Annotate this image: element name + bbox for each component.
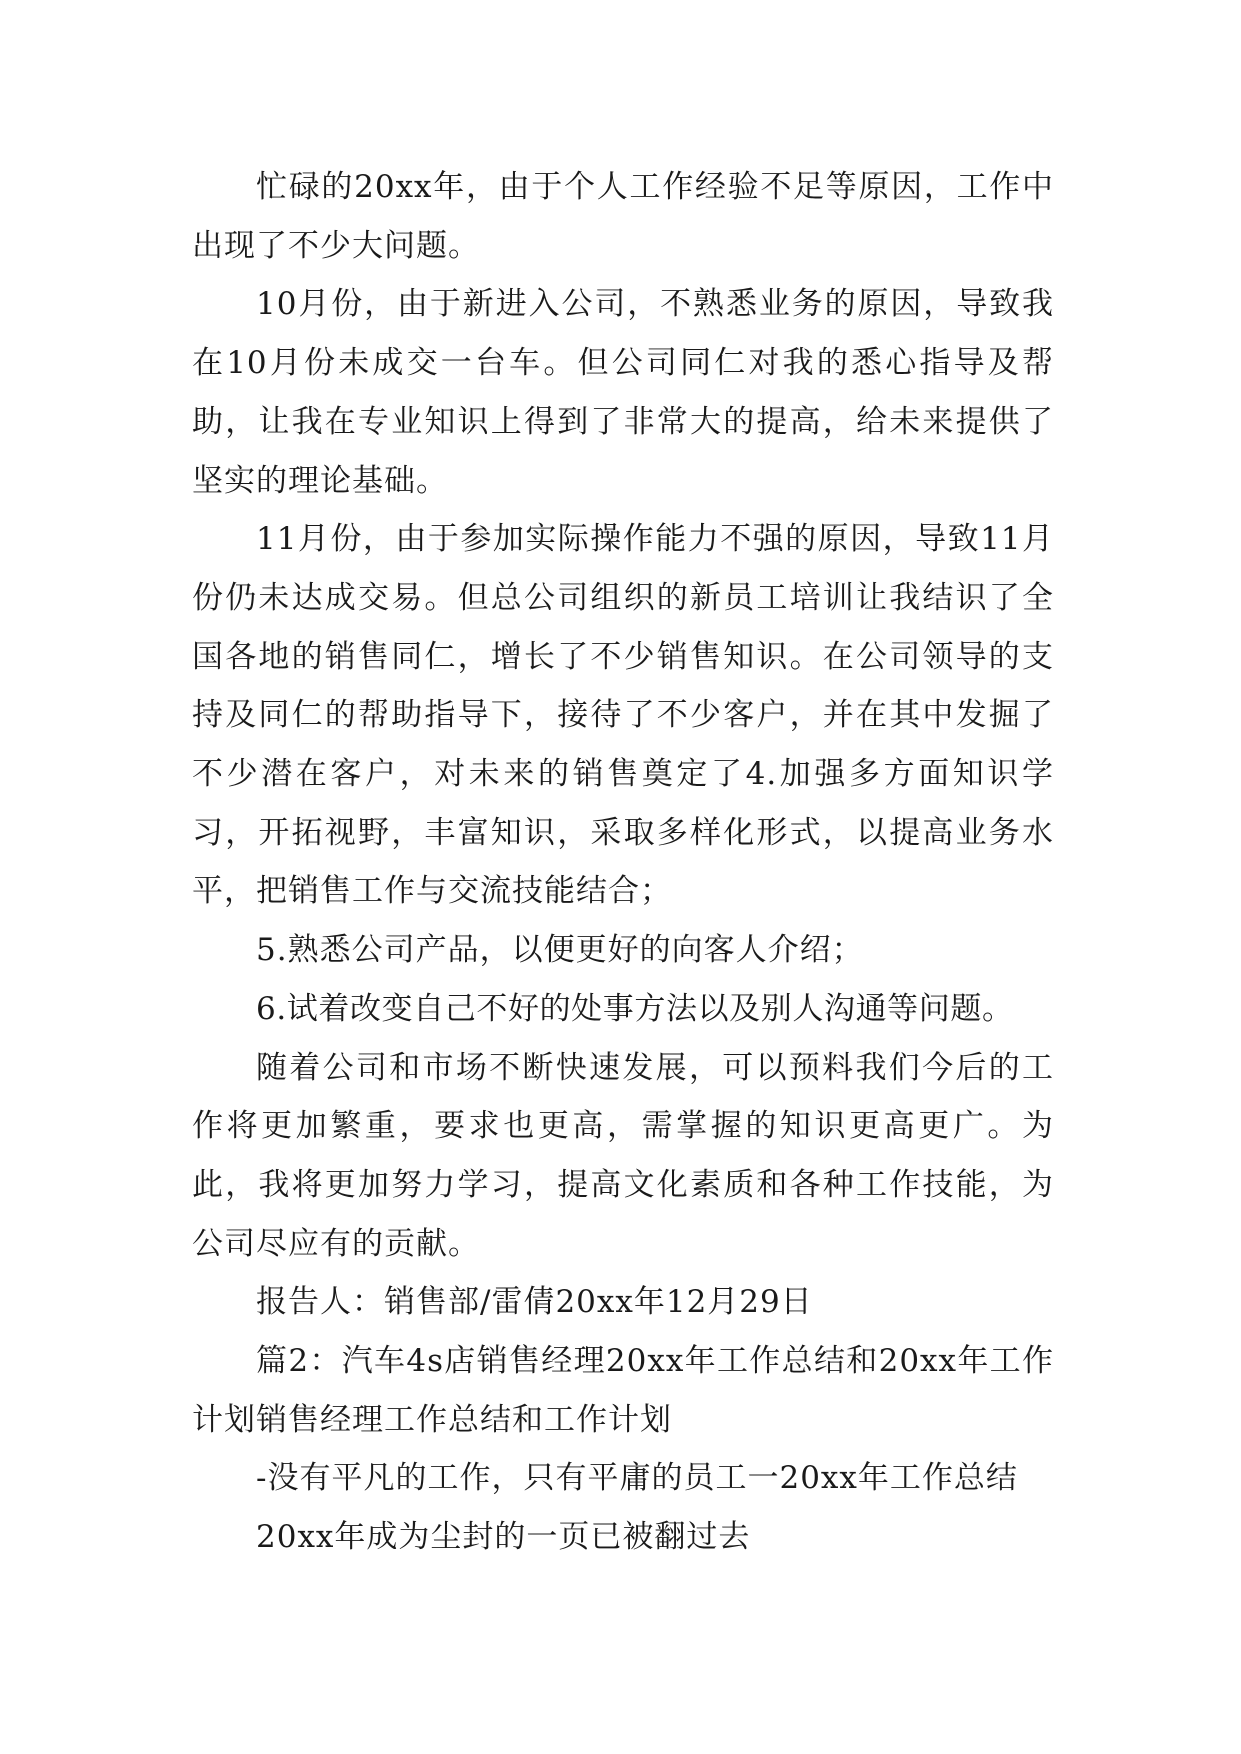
paragraph-item-6: 6.试着改变自己不好的处事方法以及别人沟通等问题。 (256, 990, 1014, 1027)
paragraph-item-5: 5.熟悉公司产品，以便更好的向客人介绍； (256, 932, 864, 969)
paragraph-section-2-title: 篇2：汽车4s店销售经理20xx年工作总结和20xx年工作计划销售经理工作总结和工作计划 (192, 1343, 1054, 1438)
paragraph-november: 11月份，由于参加实际操作能力不强的原因，导致11月份仍未达成交易。但总公司组织的新员工培训让我结识了全国各地的销售同仁，增长了不少销售知识。在公司领导的支持及同仁的帮助指导下，接待了不少客户，并在其中发掘了不少潜在客户，对未来的销售奠定了4.加强多方面知识学习，开拓视野，丰富知识，采取多样化形式，以提高业务水平，把销售工作与交流技能结合； (192, 521, 1054, 910)
paragraph-intro: 忙碌的20xx年，由于个人工作经验不足等原因，工作中出现了不少大问题。 (192, 169, 1054, 264)
paragraph-closing: 20xx年成为尘封的一页已被翻过去 (256, 1519, 751, 1556)
paragraph-motto: -没有平凡的工作，只有平庸的员工一20xx年工作总结 (256, 1460, 1018, 1497)
paragraph-outlook: 随着公司和市场不断快速发展，可以预料我们今后的工作将更加繁重，要求也更高，需掌握的知识更高更广。为此，我将更加努力学习，提高文化素质和各种工作技能，为公司尽应有的贡献。 (192, 1049, 1054, 1262)
document-body (192, 158, 1054, 1567)
paragraph-reporter: 报告人：销售部/雷倩20xx年12月29日 (256, 1284, 813, 1321)
paragraph-october: 10月份，由于新进入公司，不熟悉业务的原因，导致我在10月份未成交一台车。但公司同仁对我的悉心指导及帮助，让我在专业知识上得到了非常大的提高，给未来提供了坚实的理论基础。 (192, 286, 1054, 499)
